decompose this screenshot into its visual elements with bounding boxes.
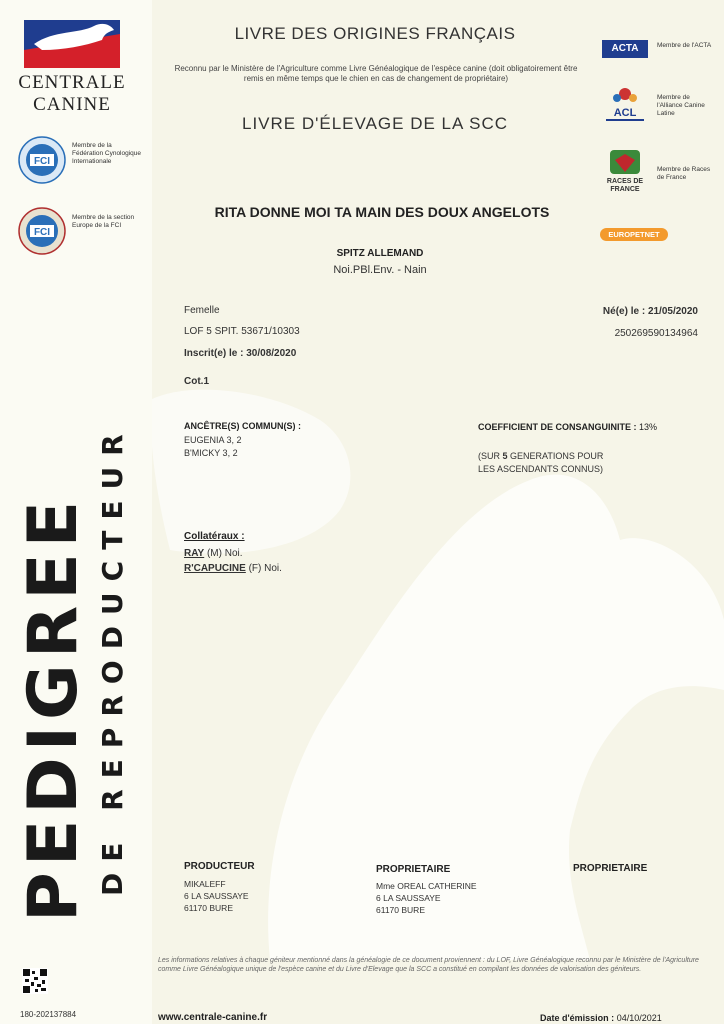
fci-europe-member-text: Membre de la section Europe de la FCI	[72, 214, 135, 229]
collateral-item: R'CAPUCINE (F) Noi.	[184, 563, 282, 574]
registration-date-row	[184, 348, 296, 359]
footer-disclaimer: Les informations relatives à chaque géniteur mentionné dans la généalogie de ce document proviennent : du LOF, Livre Généalogique reconnu par le Ministère de l'Agriculture comme Livre Généalogique unique de l'espèce canine et du Livre d'Elevage que la SCC a constitué en compilant les données de valorisation des géniteurs.	[158, 957, 699, 973]
ancestor-item: EUGENIA 3, 2	[184, 435, 242, 445]
fci-europe-logo-icon	[18, 207, 66, 255]
consanguinity-row	[478, 422, 657, 432]
reproducteur-vertical-title: DE REPRODUCTEUR	[96, 423, 129, 896]
common-ancestors-label: ANCÊTRE(S) COMMUN(S) :	[184, 421, 301, 431]
europetnet-logo-icon: EUROPETNET	[600, 228, 668, 241]
dog-name: RITA DONNE MOI TA MAIN DES DOUX ANGELOTS	[214, 204, 550, 220]
ancestor-item: B'MICKY 3, 2	[184, 448, 238, 458]
left-sidebar	[0, 0, 152, 1024]
races-de-france-member-text: Membre de Races de France	[657, 166, 711, 181]
owner-label: PROPRIETAIRE	[376, 864, 451, 875]
fci-member-text: Membre de la Fédération Cynologique Internationale	[72, 142, 142, 165]
org-name-line2: CANINE	[33, 94, 111, 115]
races-de-france-logo-icon	[608, 148, 642, 176]
dog-lof-number: LOF 5 SPIT. 53671/10303	[184, 326, 300, 337]
collateral-item: RAY (M) Noi.	[184, 548, 243, 559]
acl-logo-icon	[602, 86, 648, 124]
emission-date-row	[540, 1013, 662, 1023]
cotation: Cot.1	[184, 376, 209, 387]
consanguinity-label: COEFFICIENT DE CONSANGUINITE :	[478, 422, 637, 432]
svg-text:FCI: FCI	[33, 227, 51, 238]
races-de-france-logo-text: RACES DE FRANCE	[606, 178, 644, 193]
acl-member-text: Membre de l'Alliance Canine Latine	[657, 94, 705, 117]
producer-label: PRODUCTEUR	[184, 861, 255, 872]
fci-logo-icon	[18, 136, 66, 184]
emission-date-label: Date d'émission :	[540, 1013, 615, 1023]
birth-date-label: Né(e) le :	[602, 306, 646, 317]
svg-text:ACL: ACL	[613, 107, 637, 119]
document-id: 180-202137884	[20, 1010, 77, 1019]
consanguinity-note: (SUR 5 GENERATIONS POUR LES ASCENDANTS CONNUS)	[478, 451, 604, 474]
collaterals-label: Collatéraux :	[184, 531, 245, 542]
dog-breed: SPITZ ALLEMAND	[336, 248, 424, 259]
qr-code-icon	[22, 968, 48, 994]
dog-variety: Noi.PBl.Env. - Nain	[333, 264, 427, 276]
common-ancestors-list	[184, 434, 242, 460]
registration-date-label: Inscrit(e) le :	[184, 348, 244, 359]
svg-text:FCI: FCI	[33, 156, 51, 167]
collaterals-list	[184, 546, 282, 576]
org-name-line1: CENTRALE	[18, 72, 126, 93]
birth-date-value: 21/05/2020	[647, 306, 698, 317]
registration-date-value: 30/08/2020	[246, 348, 297, 359]
registry-title: LIVRE DES ORIGINES FRANÇAIS	[234, 24, 516, 43]
acta-member-text: Membre de l'ACTA	[657, 42, 712, 49]
emission-date-value: 04/10/2021	[616, 1013, 662, 1023]
pedigree-vertical-title: PEDIGREE	[14, 494, 93, 922]
microchip-number: 250269590134964	[614, 328, 698, 339]
second-owner-label: PROPRIETAIRE	[573, 863, 648, 874]
producer-address: MIKALEFF 6 LA SAUSSAYE 61170 BURE	[184, 879, 249, 913]
website-link[interactable]: www.centrale-canine.fr	[158, 1012, 268, 1023]
owner-address: Mme OREAL CATHERINE 6 LA SAUSSAYE 61170 BURE	[376, 881, 477, 915]
acta-logo-icon: ACTA	[602, 40, 648, 58]
consanguinity-value: 13%	[639, 422, 658, 432]
breeding-book-subtitle: LIVRE D'ÉLEVAGE DE LA SCC	[241, 114, 509, 133]
recognition-text: Reconnu par le Ministère de l'Agriculture comme Livre Généalogique de l'espèce canine (doit obligatoirement être remis en même temps que le chien en cas de changement de propriétaire)	[174, 64, 578, 83]
dog-sex: Femelle	[184, 305, 220, 316]
birth-date-row	[570, 306, 698, 317]
centrale-canine-logo-icon	[24, 20, 120, 68]
